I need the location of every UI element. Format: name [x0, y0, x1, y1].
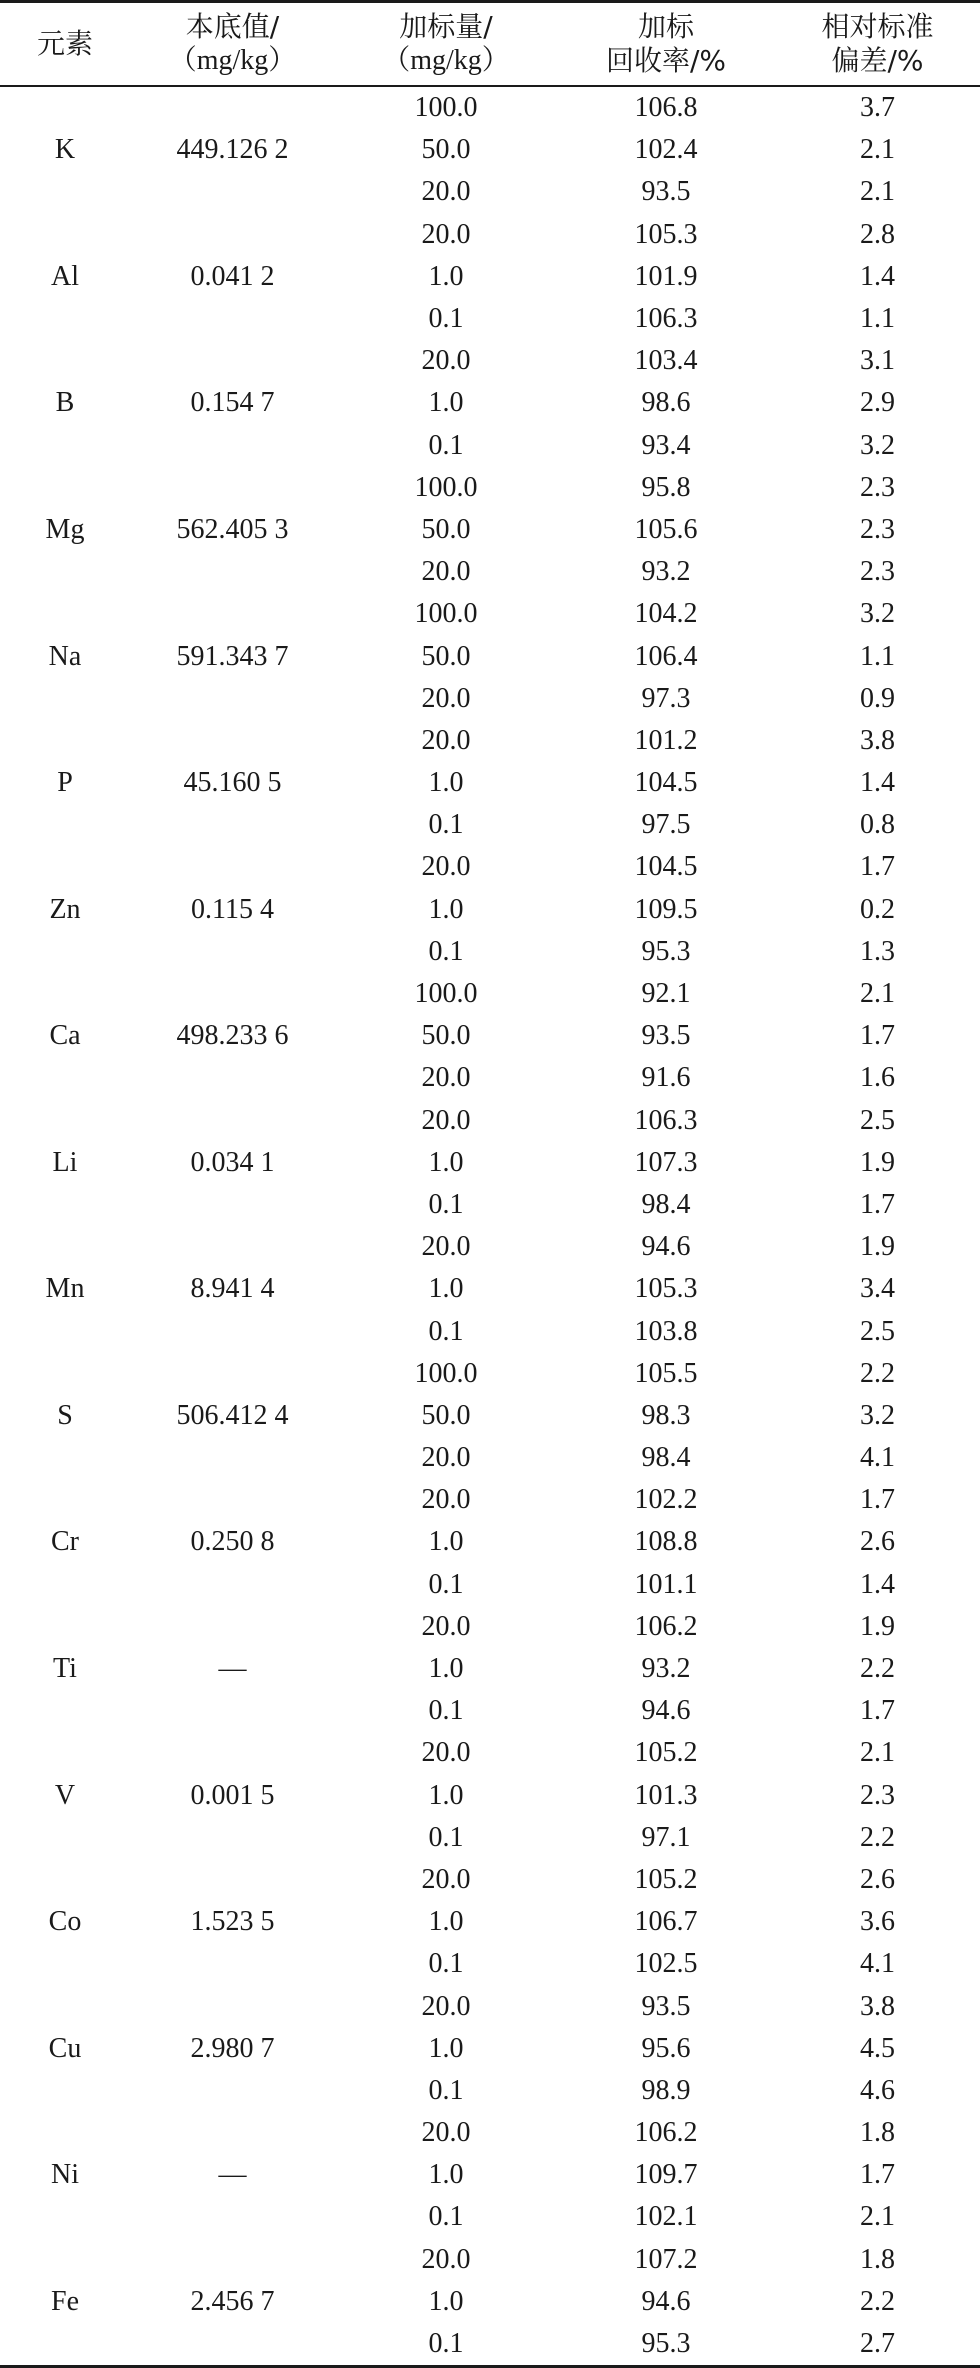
background-value-cell: 0.041 2	[190, 260, 275, 292]
element-cell: S	[57, 1399, 73, 1431]
background-value-cell: 591.343 7	[176, 640, 289, 672]
recovery-rate-cell: 106.3	[634, 1104, 698, 1136]
recovery-rate-cell: 102.4	[634, 134, 698, 166]
spike-amount-cell: 1.0	[428, 893, 464, 925]
table-body	[0, 86, 980, 2367]
rsd-cell: 1.7	[860, 1188, 895, 1220]
spike-amount-cell: 100.0	[414, 471, 478, 503]
table-row	[0, 86, 980, 129]
rsd-cell: 2.3	[860, 513, 895, 545]
table-row	[0, 720, 980, 762]
recovery-rate-cell: 97.1	[641, 1821, 691, 1853]
header-rsd-line-2: 偏差/%	[831, 44, 924, 77]
rsd-cell: 1.7	[860, 2159, 895, 2191]
rsd-cell: 3.8	[860, 1990, 895, 2022]
spike-amount-cell: 20.0	[421, 682, 471, 714]
rsd-cell: 3.2	[860, 598, 895, 630]
element-cell: P	[57, 767, 73, 799]
recovery-rate-cell: 93.2	[641, 1653, 691, 1685]
spike-amount-cell: 0.1	[428, 935, 464, 967]
recovery-rate-cell: 98.9	[641, 2074, 691, 2106]
header-spike	[335, 2, 557, 87]
recovery-rate-cell: 103.4	[634, 345, 698, 377]
header-recovery-line-2: 回收率/%	[605, 44, 727, 77]
header-row	[0, 2, 980, 87]
recovery-rate-cell: 106.4	[634, 640, 698, 672]
recovery-rate-cell: 105.3	[634, 1273, 698, 1305]
header-spike-line-2: （mg/kg）	[382, 45, 510, 76]
table-row	[0, 1226, 980, 1268]
recovery-rate-cell: 93.5	[641, 176, 691, 208]
spike-amount-cell: 20.0	[421, 2117, 471, 2149]
spike-amount-cell: 20.0	[421, 851, 471, 883]
table-row	[0, 2239, 980, 2281]
rsd-cell: 1.3	[860, 935, 895, 967]
spike-amount-cell: 0.1	[428, 1695, 464, 1727]
table-row	[0, 467, 980, 509]
rsd-cell: 2.5	[860, 1104, 895, 1136]
background-value-cell: 0.034 1	[190, 1146, 275, 1178]
rsd-cell: 3.6	[860, 1906, 895, 1938]
spike-amount-cell: 20.0	[421, 556, 471, 588]
recovery-rate-cell: 93.4	[641, 429, 691, 461]
spike-amount-cell: 1.0	[428, 1653, 464, 1685]
recovery-rate-cell: 94.6	[641, 1695, 691, 1727]
table-row	[0, 1732, 980, 1774]
rsd-cell: 2.9	[860, 387, 895, 419]
rsd-cell: 2.7	[775, 2323, 980, 2367]
background-value-cell: 498.233 6	[176, 1020, 289, 1052]
recovery-rate-cell: 103.8	[634, 1315, 698, 1347]
rsd-cell: 3.4	[860, 1273, 895, 1305]
spike-amount-cell: 0.1	[428, 2201, 464, 2233]
rsd-cell: 2.1	[860, 176, 895, 208]
rsd-cell: 3.1	[860, 345, 895, 377]
spike-amount-cell: 100.0	[414, 598, 478, 630]
element-cell: Fe	[0, 2239, 130, 2367]
spike-amount-cell: 0.1	[428, 1568, 464, 1600]
element-cell: Ca	[49, 1020, 81, 1052]
rsd-cell: 2.6	[860, 1863, 895, 1895]
rsd-cell: 1.9	[860, 1146, 895, 1178]
rsd-cell: 1.1	[860, 640, 895, 672]
background-value-cell: 2.980 7	[190, 2032, 275, 2064]
recovery-rate-cell: 101.1	[634, 1568, 698, 1600]
rsd-cell: 3.8	[860, 724, 895, 756]
spike-amount-cell: 1.0	[428, 1906, 464, 1938]
rsd-cell: 2.3	[860, 471, 895, 503]
recovery-rate-cell: 105.6	[634, 513, 698, 545]
recovery-rate-cell: 104.5	[634, 767, 698, 799]
spike-amount-cell: 1.0	[428, 1146, 464, 1178]
recovery-rate-cell: 97.5	[641, 809, 691, 841]
spike-amount-cell: 20.0	[421, 724, 471, 756]
recovery-rate-cell: 98.6	[641, 387, 691, 419]
element-cell: Ti	[53, 1653, 77, 1685]
rsd-cell: 2.2	[860, 1357, 895, 1389]
spike-amount-cell: 50.0	[421, 134, 471, 166]
table-row	[0, 2112, 980, 2154]
rsd-cell: 1.8	[860, 2243, 895, 2275]
recovery-rate-cell: 101.2	[634, 724, 698, 756]
recovery-rate-cell: 94.6	[641, 1231, 691, 1263]
rsd-cell: 3.2	[860, 1399, 895, 1431]
element-cell: Cu	[48, 2032, 82, 2064]
background-value-cell: 2.456 7	[130, 2239, 335, 2367]
background-value-cell: 449.126 2	[176, 134, 289, 166]
table-row	[0, 1353, 980, 1395]
element-cell: Mg	[45, 513, 85, 545]
rsd-cell: 4.1	[860, 1442, 895, 1474]
spike-amount-cell: 100.0	[414, 978, 478, 1010]
table-row	[0, 1985, 980, 2027]
spike-amount-cell: 20.0	[421, 1231, 471, 1263]
element-cell: Ni	[51, 2159, 79, 2191]
spike-amount-cell: 1.0	[428, 2285, 464, 2317]
rsd-cell: 1.7	[860, 851, 895, 883]
rsd-cell: 1.7	[860, 1484, 895, 1516]
rsd-cell: 1.9	[860, 1610, 895, 1642]
spike-amount-cell: 100.0	[414, 1357, 478, 1389]
rsd-cell: 1.9	[860, 1231, 895, 1263]
rsd-cell: 0.9	[860, 682, 895, 714]
spike-amount-cell: 0.1	[428, 1948, 464, 1980]
background-value-cell: 45.160 5	[183, 767, 282, 799]
rsd-cell: 1.4	[860, 767, 895, 799]
element-cell: B	[55, 387, 75, 419]
recovery-rate-cell: 106.7	[634, 1906, 698, 1938]
spike-amount-cell: 0.1	[428, 1315, 464, 1347]
spike-amount-cell: 50.0	[421, 1020, 471, 1052]
rsd-cell: 1.1	[860, 303, 895, 335]
table-row	[0, 973, 980, 1015]
rsd-cell: 2.6	[860, 1526, 895, 1558]
spike-amount-cell: 50.0	[421, 1399, 471, 1431]
recovery-rate-cell: 106.3	[634, 303, 698, 335]
recovery-rate-cell: 101.9	[634, 260, 698, 292]
spike-amount-cell: 20.0	[421, 1442, 471, 1474]
table-row	[0, 1859, 980, 1901]
rsd-cell: 1.4	[860, 260, 895, 292]
spike-amount-cell: 50.0	[421, 640, 471, 672]
spike-amount-cell: 1.0	[428, 2159, 464, 2191]
recovery-rate-cell: 93.5	[641, 1990, 691, 2022]
rsd-cell: 3.2	[860, 429, 895, 461]
rsd-cell: 2.8	[860, 218, 895, 250]
spike-amount-cell: 0.1	[428, 809, 464, 841]
spike-amount-cell: 0.1	[428, 429, 464, 461]
header-recovery-line-1: 加标	[637, 10, 694, 43]
table-row	[0, 1479, 980, 1521]
background-value-cell: —	[218, 1653, 247, 1685]
recovery-rate-cell: 109.5	[634, 893, 698, 925]
spike-amount-cell: 50.0	[421, 513, 471, 545]
spike-amount-cell: 20.0	[421, 1737, 471, 1769]
recovery-rate-cell: 95.3	[557, 2323, 775, 2367]
rsd-cell: 2.1	[860, 2201, 895, 2233]
background-value-cell: —	[218, 2159, 247, 2191]
spike-amount-cell: 0.1	[428, 303, 464, 335]
spike-amount-cell: 20.0	[421, 176, 471, 208]
background-value-cell: 506.412 4	[176, 1399, 289, 1431]
rsd-cell: 2.5	[860, 1315, 895, 1347]
recovery-rate-cell: 105.2	[634, 1863, 698, 1895]
spike-amount-cell: 1.0	[428, 1526, 464, 1558]
background-value-cell: 0.250 8	[190, 1526, 275, 1558]
spike-amount-cell: 20.0	[421, 1610, 471, 1642]
spike-amount-cell: 20.0	[421, 345, 471, 377]
table-row	[0, 846, 980, 888]
header-recovery	[557, 2, 775, 87]
rsd-cell: 1.7	[860, 1020, 895, 1052]
background-value-cell: 8.941 4	[190, 1273, 275, 1305]
element-cell: Al	[51, 260, 79, 292]
element-cell: Mn	[45, 1273, 85, 1305]
recovery-rate-cell: 102.1	[634, 2201, 698, 2233]
spike-amount-cell: 0.1	[335, 2323, 557, 2367]
table-row	[0, 593, 980, 635]
spike-amount-cell: 1.0	[428, 2032, 464, 2064]
header-background	[130, 2, 335, 87]
rsd-cell: 2.2	[860, 1653, 895, 1685]
spike-amount-cell: 20.0	[421, 1990, 471, 2022]
header-background-line-2: （mg/kg）	[168, 45, 297, 76]
header-element	[0, 2, 130, 87]
background-value-cell: 1.523 5	[190, 1906, 275, 1938]
spike-amount-cell: 100.0	[414, 92, 478, 124]
recovery-rate-cell: 95.8	[641, 471, 691, 503]
rsd-cell: 2.2	[860, 1821, 895, 1853]
header-element-line-1: 元素	[36, 27, 93, 60]
rsd-cell: 3.7	[860, 92, 895, 124]
recovery-rate-cell: 94.6	[641, 2285, 691, 2317]
rsd-cell: 1.8	[860, 2117, 895, 2149]
spike-amount-cell: 20.0	[421, 1062, 471, 1094]
spike-amount-cell: 1.0	[428, 387, 464, 419]
spike-amount-cell: 0.1	[428, 1821, 464, 1853]
recovery-rate-cell: 106.2	[634, 2117, 698, 2149]
recovery-rate-cell: 101.3	[634, 1779, 698, 1811]
recovery-rate-cell: 95.6	[641, 2032, 691, 2064]
table-header	[0, 2, 980, 87]
recovery-rate-cell: 107.2	[634, 2243, 698, 2275]
rsd-cell: 4.1	[860, 1948, 895, 1980]
recovery-rate-cell: 102.5	[634, 1948, 698, 1980]
recovery-rate-cell: 105.2	[634, 1737, 698, 1769]
recovery-rate-cell: 91.6	[641, 1062, 691, 1094]
recovery-rate-cell: 102.2	[634, 1484, 698, 1516]
rsd-cell: 2.3	[860, 1779, 895, 1811]
header-background-line-1: 本底值/	[185, 10, 280, 43]
recovery-rate-cell: 92.1	[641, 978, 691, 1010]
spike-amount-cell: 20.0	[421, 2243, 471, 2275]
rsd-cell: 2.1	[860, 134, 895, 166]
element-cell: Li	[52, 1146, 78, 1178]
rsd-cell: 2.2	[860, 2285, 895, 2317]
spike-amount-cell: 1.0	[428, 260, 464, 292]
rsd-cell: 2.3	[860, 556, 895, 588]
background-value-cell: 0.115 4	[191, 893, 274, 925]
element-cell: Zn	[49, 893, 81, 925]
spike-amount-cell: 20.0	[421, 1863, 471, 1895]
recovery-rate-cell: 109.7	[634, 2159, 698, 2191]
recovery-rate-cell: 97.3	[641, 682, 691, 714]
header-rsd	[775, 2, 980, 87]
recovery-rate-cell: 108.8	[634, 1526, 698, 1558]
background-value-cell: 0.001 5	[190, 1779, 275, 1811]
recovery-rate-cell: 104.2	[634, 598, 698, 630]
recovery-rate-cell: 106.2	[634, 1610, 698, 1642]
spike-amount-cell: 0.1	[428, 1188, 464, 1220]
rsd-cell: 1.7	[860, 1695, 895, 1727]
spike-amount-cell: 1.0	[428, 767, 464, 799]
recovery-rate-cell: 104.5	[634, 851, 698, 883]
spike-amount-cell: 20.0	[421, 1484, 471, 1516]
table-row	[0, 1100, 980, 1142]
rsd-cell: 4.6	[860, 2074, 895, 2106]
rsd-cell: 2.1	[860, 978, 895, 1010]
background-value-cell: 562.405 3	[176, 513, 289, 545]
element-cell: Co	[48, 1906, 82, 1938]
spike-amount-cell: 1.0	[428, 1273, 464, 1305]
element-cell: Cr	[51, 1526, 79, 1558]
recovery-rate-cell: 106.8	[634, 92, 698, 124]
spike-amount-cell: 1.0	[428, 1779, 464, 1811]
background-value-cell: 0.154 7	[190, 387, 275, 419]
element-cell: Na	[48, 640, 82, 672]
recovery-rate-cell: 107.3	[634, 1146, 698, 1178]
element-cell: V	[54, 1779, 76, 1811]
rsd-cell: 4.5	[860, 2032, 895, 2064]
rsd-cell: 1.4	[860, 1568, 895, 1600]
recovery-rate-cell: 105.5	[634, 1357, 698, 1389]
recovery-rate-cell: 93.5	[641, 1020, 691, 1052]
rsd-cell: 1.6	[860, 1062, 895, 1094]
table-row	[0, 340, 980, 382]
spike-amount-cell: 20.0	[421, 1104, 471, 1136]
spike-amount-cell: 20.0	[421, 218, 471, 250]
table-row	[0, 1606, 980, 1648]
recovery-rate-cell: 95.3	[641, 935, 691, 967]
recovery-rate-cell: 93.2	[641, 556, 691, 588]
recovery-rate-cell: 98.4	[641, 1188, 691, 1220]
rsd-cell: 0.8	[860, 809, 895, 841]
element-cell: K	[54, 134, 76, 166]
recovery-rate-cell: 98.3	[641, 1399, 691, 1431]
header-rsd-line-1: 相对标准	[821, 10, 934, 43]
recovery-rate-cell: 105.3	[634, 218, 698, 250]
rsd-cell: 2.1	[860, 1737, 895, 1769]
header-spike-line-1: 加标量/	[399, 10, 493, 43]
recovery-rate-cell: 98.4	[641, 1442, 691, 1474]
table-row	[0, 214, 980, 256]
spike-amount-cell: 0.1	[428, 2074, 464, 2106]
rsd-cell: 0.2	[860, 893, 895, 925]
